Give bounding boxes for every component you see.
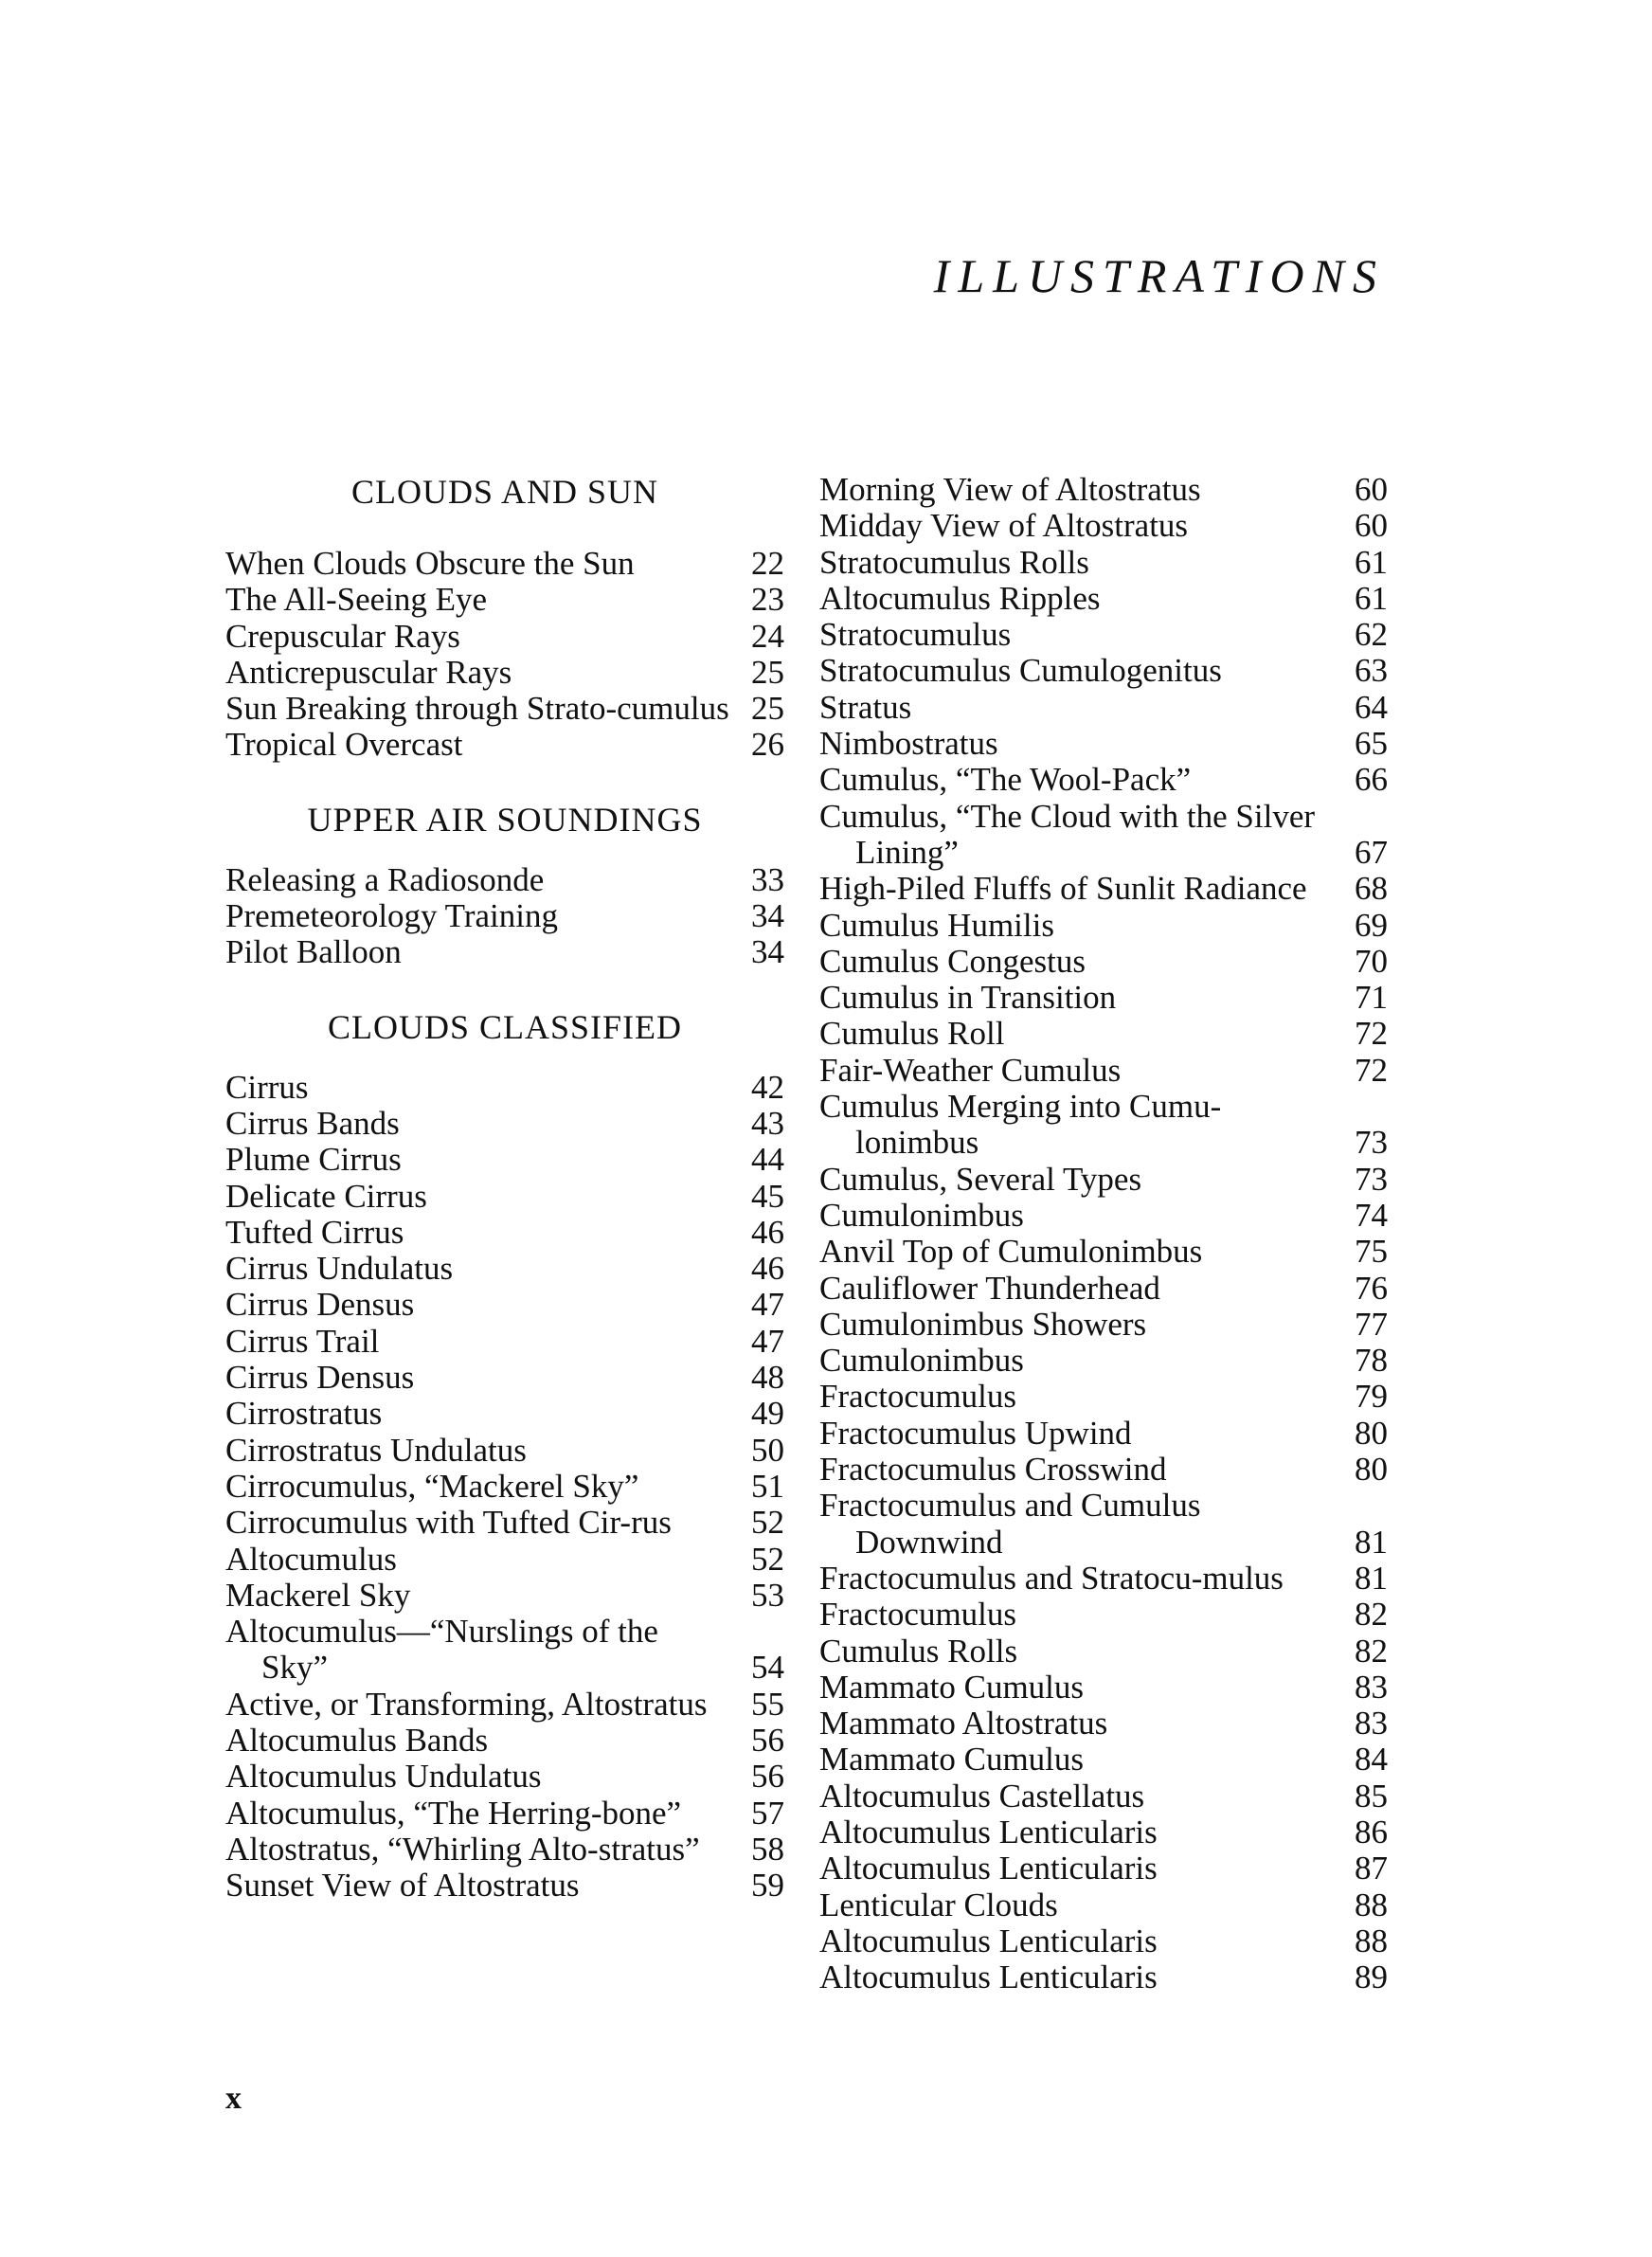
entry-page-number: 56 <box>751 1722 784 1760</box>
entry-page-number: 60 <box>1355 471 1388 508</box>
entry-title: Altocumulus Lenticularis <box>819 1813 1158 1851</box>
toc-entry <box>225 727 784 763</box>
entry-title: Stratus <box>819 688 912 726</box>
toc-entry <box>225 1542 784 1578</box>
entry-title: Altostratus, “Whirling Alto-stratus” <box>225 1830 700 1868</box>
toc-entry <box>225 1360 784 1396</box>
toc-entry <box>225 655 784 691</box>
toc-entry <box>225 1832 784 1868</box>
toc-entry <box>819 1307 1388 1343</box>
entry-title: Midday View of Altostratus <box>819 507 1189 545</box>
entry-title: Plume Cirrus <box>225 1141 402 1179</box>
toc-entry <box>819 1742 1388 1778</box>
toc-entry <box>225 582 784 618</box>
entry-page-number: 34 <box>751 897 784 935</box>
entry-title: Cumulus, “The Cloud with the Silver Lining” <box>819 797 1316 871</box>
section-heading: UPPER AIR SOUNDINGS <box>307 800 703 839</box>
entry-page-number: 49 <box>751 1395 784 1433</box>
entry-page-number: 23 <box>751 581 784 619</box>
entry-title: Altocumulus, “The Herring-bone” <box>225 1794 682 1832</box>
entry-title: Cumulus Roll <box>819 1015 1005 1053</box>
entry-page-number: 56 <box>751 1758 784 1796</box>
toc-entry <box>819 1887 1388 1923</box>
entry-title: Cauliflower Thunderhead <box>819 1269 1160 1307</box>
entry-page-number: 72 <box>1355 1051 1388 1089</box>
entry-title: Cumulonimbus <box>819 1196 1024 1234</box>
toc-entry <box>819 1162 1388 1198</box>
toc-entry <box>225 1759 784 1795</box>
entry-title: Cirrostratus Undulatus <box>225 1431 527 1469</box>
toc-entry <box>225 691 784 727</box>
toc-entry <box>225 546 784 582</box>
toc-entry <box>819 1016 1388 1052</box>
entry-page-number: 83 <box>1355 1705 1388 1742</box>
entry-title: Pilot Balloon <box>225 933 402 971</box>
entry-title: Active, or Transforming, Altostratus <box>225 1685 708 1723</box>
entry-title: Delicate Cirrus <box>225 1177 427 1215</box>
entry-page-number: 48 <box>751 1359 784 1397</box>
entry-title: Nimbostratus <box>819 725 998 763</box>
entry-page-number: 24 <box>751 617 784 655</box>
toc-entry <box>819 1379 1388 1415</box>
entry-page-number: 86 <box>1355 1813 1388 1851</box>
toc-entry <box>225 1469 784 1505</box>
entry-page-number: 69 <box>1355 906 1388 944</box>
entry-page-number: 81 <box>1355 1523 1388 1561</box>
toc-entry <box>819 1561 1388 1597</box>
entry-title: Stratocumulus Rolls <box>819 543 1089 581</box>
toc-entry <box>225 1505 784 1541</box>
entry-title: Tropical Overcast <box>225 726 463 764</box>
toc-entry <box>225 1578 784 1614</box>
entry-title: Altocumulus Lenticularis <box>819 1850 1158 1887</box>
entry-page-number: 62 <box>1355 616 1388 654</box>
toc-entry <box>225 1868 784 1904</box>
entry-page-number: 46 <box>751 1213 784 1251</box>
entry-title: Cumulus, Several Types <box>819 1160 1142 1198</box>
entry-title: When Clouds Obscure the Sun <box>225 545 635 582</box>
entry-title: Mammato Cumulus <box>819 1741 1085 1779</box>
toc-entry <box>225 1396 784 1432</box>
entry-page-number: 53 <box>751 1576 784 1614</box>
entry-page-number: 80 <box>1355 1451 1388 1489</box>
entry-page-number: 88 <box>1355 1922 1388 1959</box>
section-heading: CLOUDS AND SUN <box>350 473 659 511</box>
entry-page-number: 43 <box>751 1104 784 1142</box>
toc-entry <box>819 1089 1388 1162</box>
entry-page-number: 47 <box>751 1286 784 1324</box>
entry-title: Lenticular Clouds <box>819 1886 1058 1923</box>
entry-title: Altocumulus Lenticularis <box>819 1922 1158 1959</box>
toc-entry <box>819 944 1388 980</box>
toc-entry <box>819 1815 1388 1851</box>
entry-title: Cirrus Trail <box>225 1322 380 1360</box>
entry-title: Stratocumulus Cumulogenitus <box>819 652 1222 690</box>
toc-entry <box>225 934 784 970</box>
entry-title: Cirrocumulus, “Mackerel Sky” <box>225 1467 639 1505</box>
entry-page-number: 50 <box>751 1431 784 1469</box>
toc-entry <box>225 898 784 934</box>
entry-title: Fractocumulus Crosswind <box>819 1451 1167 1489</box>
toc-entry <box>819 726 1388 762</box>
toc-entry <box>225 1215 784 1251</box>
entry-title: Cumulus Humilis <box>819 906 1054 944</box>
entry-page-number: 44 <box>751 1141 784 1179</box>
entry-page-number: 25 <box>751 653 784 691</box>
entry-page-number: 73 <box>1355 1160 1388 1198</box>
page-title: ILLUSTRATIONS <box>933 249 1385 302</box>
entry-page-number: 47 <box>751 1322 784 1360</box>
entry-page-number: 87 <box>1355 1850 1388 1887</box>
entry-title: Cirrus Densus <box>225 1359 415 1397</box>
toc-entry <box>225 1106 784 1142</box>
entry-title: High-Piled Fluffs of Sunlit Radiance <box>819 870 1307 908</box>
entry-page-number: 79 <box>1355 1378 1388 1416</box>
entry-page-number: 61 <box>1355 579 1388 617</box>
entry-page-number: 68 <box>1355 870 1388 908</box>
entry-title: Fractocumulus <box>819 1378 1017 1416</box>
entry-page-number: 45 <box>751 1177 784 1215</box>
entry-title: Altocumulus <box>225 1540 397 1578</box>
entry-page-number: 52 <box>751 1540 784 1578</box>
entry-page-number: 67 <box>1355 833 1388 871</box>
entry-title: Premeteorology Training <box>225 897 558 935</box>
entry-title: Stratocumulus <box>819 616 1012 654</box>
toc-entry <box>819 1271 1388 1307</box>
toc-entry <box>819 1452 1388 1488</box>
entry-title: Fractocumulus <box>819 1596 1017 1634</box>
entry-page-number: 26 <box>751 726 784 764</box>
entry-title: Cirrus Densus <box>225 1286 415 1324</box>
entry-title: Cumulus, “The Wool-Pack” <box>819 761 1192 799</box>
toc-entry <box>819 1597 1388 1633</box>
entry-title: Fair-Weather Cumulus <box>819 1051 1122 1089</box>
entry-title: Fractocumulus and Cumulus Downwind <box>819 1487 1201 1561</box>
toc-entry <box>819 1706 1388 1742</box>
entry-title: Releasing a Radiosonde <box>225 860 545 898</box>
entry-title: Altocumulus Lenticularis <box>819 1959 1158 1996</box>
toc-entry <box>819 545 1388 581</box>
entry-title: Anvil Top of Cumulonimbus <box>819 1233 1203 1271</box>
entry-page-number: 63 <box>1355 652 1388 690</box>
toc-entry <box>225 1723 784 1759</box>
toc-entry <box>225 1251 784 1287</box>
entry-title: Altocumulus Castellatus <box>819 1777 1145 1815</box>
entry-title: Cirrus <box>225 1068 309 1106</box>
entry-page-number: 82 <box>1355 1632 1388 1670</box>
entry-title: Cumulus Merging into Cumu-lonimbus <box>819 1088 1222 1162</box>
entry-page-number: 64 <box>1355 688 1388 726</box>
toc-entry <box>225 1796 784 1832</box>
entry-page-number: 57 <box>751 1794 784 1832</box>
entry-title: The All-Seeing Eye <box>225 581 488 619</box>
entry-title: Altocumulus Undulatus <box>225 1758 542 1796</box>
entry-title: Mammato Cumulus <box>819 1668 1085 1706</box>
entry-title: Sun Breaking through Strato-cumulus <box>225 690 729 728</box>
entry-page-number: 54 <box>751 1649 784 1687</box>
toc-entry <box>819 1779 1388 1815</box>
toc-entry <box>819 1053 1388 1089</box>
entry-title: Cirrocumulus with Tufted Cir-rus <box>225 1504 672 1542</box>
entry-page-number: 84 <box>1355 1741 1388 1779</box>
entry-page-number: 73 <box>1355 1124 1388 1162</box>
entry-title: Cumulus in Transition <box>819 979 1117 1017</box>
entry-page-number: 65 <box>1355 725 1388 763</box>
entry-page-number: 71 <box>1355 979 1388 1017</box>
toc-entry <box>819 871 1388 907</box>
entry-title: Cirrus Bands <box>225 1104 400 1142</box>
toc-entry <box>819 508 1388 544</box>
entry-title: Altocumulus Ripples <box>819 579 1101 617</box>
entry-page-number: 51 <box>751 1467 784 1505</box>
toc-entry <box>819 1416 1388 1452</box>
entry-page-number: 72 <box>1355 1015 1388 1053</box>
entry-page-number: 60 <box>1355 507 1388 545</box>
toc-entry <box>819 908 1388 944</box>
section-heading: CLOUDS CLASSIFIED <box>327 1007 683 1046</box>
toc-entry <box>819 1198 1388 1234</box>
entry-page-number: 83 <box>1355 1668 1388 1706</box>
entry-page-number: 66 <box>1355 761 1388 799</box>
entry-page-number: 33 <box>751 860 784 898</box>
entry-page-number: 52 <box>751 1504 784 1542</box>
right-column <box>819 472 1388 1995</box>
entry-title: Morning View of Altostratus <box>819 471 1201 508</box>
entry-title: Cumulus Rolls <box>819 1632 1018 1670</box>
toc-entry <box>819 1634 1388 1670</box>
entry-page-number: 74 <box>1355 1196 1388 1234</box>
toc-entry <box>225 1324 784 1360</box>
toc-entry <box>819 762 1388 798</box>
entry-page-number: 34 <box>751 933 784 971</box>
toc-entry <box>225 1687 784 1723</box>
entry-page-number: 80 <box>1355 1414 1388 1452</box>
entry-page-number: 58 <box>751 1830 784 1868</box>
entry-title: Fractocumulus Upwind <box>819 1414 1132 1452</box>
toc-entry <box>819 799 1388 872</box>
entry-title: Altocumulus Bands <box>225 1722 489 1760</box>
entry-title: Cumulonimbus <box>819 1342 1024 1380</box>
toc-entry <box>225 1142 784 1178</box>
toc-entry <box>225 1433 784 1469</box>
entry-title: Mackerel Sky <box>225 1576 411 1614</box>
toc-entry <box>819 581 1388 617</box>
toc-entry <box>819 653 1388 689</box>
left-column <box>225 472 784 1905</box>
entry-page-number: 55 <box>751 1685 784 1723</box>
toc-entry <box>819 1670 1388 1706</box>
entry-title: Anticrepuscular Rays <box>225 653 512 691</box>
toc-entry <box>819 1959 1388 1995</box>
toc-entry <box>225 1070 784 1106</box>
entry-page-number: 78 <box>1355 1342 1388 1380</box>
toc-entry <box>225 1287 784 1323</box>
entry-page-number: 61 <box>1355 543 1388 581</box>
entry-title: Tufted Cirrus <box>225 1213 404 1251</box>
entry-page-number: 25 <box>751 690 784 728</box>
toc-entry <box>225 1179 784 1215</box>
entry-title: Cumulonimbus Showers <box>819 1305 1147 1343</box>
toc-entry <box>819 617 1388 653</box>
toc-entry <box>819 472 1388 508</box>
entry-title: Fractocumulus and Stratocu-mulus <box>819 1559 1284 1597</box>
toc-entry <box>225 1614 784 1687</box>
entry-page-number: 42 <box>751 1068 784 1106</box>
entry-page-number: 75 <box>1355 1233 1388 1271</box>
toc-entry <box>225 862 784 898</box>
entry-title: Cirrostratus <box>225 1395 383 1433</box>
entry-page-number: 89 <box>1355 1959 1388 1996</box>
entry-page-number: 88 <box>1355 1886 1388 1923</box>
entry-title: Altocumulus—“Nurslings of the Sky” <box>225 1613 658 1687</box>
toc-entry <box>819 1343 1388 1379</box>
toc-entry <box>819 690 1388 726</box>
entry-title: Crepuscular Rays <box>225 617 460 655</box>
entry-title: Cumulus Congestus <box>819 942 1086 980</box>
entry-page-number: 81 <box>1355 1559 1388 1597</box>
entry-title: Cirrus Undulatus <box>225 1250 454 1288</box>
entry-title: Mammato Altostratus <box>819 1705 1108 1742</box>
entry-page-number: 70 <box>1355 942 1388 980</box>
toc-entry <box>819 1923 1388 1959</box>
entry-page-number: 85 <box>1355 1777 1388 1815</box>
entry-page-number: 22 <box>751 545 784 582</box>
entry-page-number: 59 <box>751 1867 784 1905</box>
page-folio: x <box>225 2081 242 2116</box>
entry-page-number: 46 <box>751 1250 784 1288</box>
toc-entry <box>225 619 784 655</box>
entry-page-number: 77 <box>1355 1305 1388 1343</box>
entry-page-number: 82 <box>1355 1596 1388 1634</box>
toc-entry <box>819 980 1388 1016</box>
toc-entry <box>819 1234 1388 1270</box>
toc-entry <box>819 1851 1388 1887</box>
entry-page-number: 76 <box>1355 1269 1388 1307</box>
entry-title: Sunset View of Altostratus <box>225 1867 580 1905</box>
toc-entry <box>819 1488 1388 1561</box>
